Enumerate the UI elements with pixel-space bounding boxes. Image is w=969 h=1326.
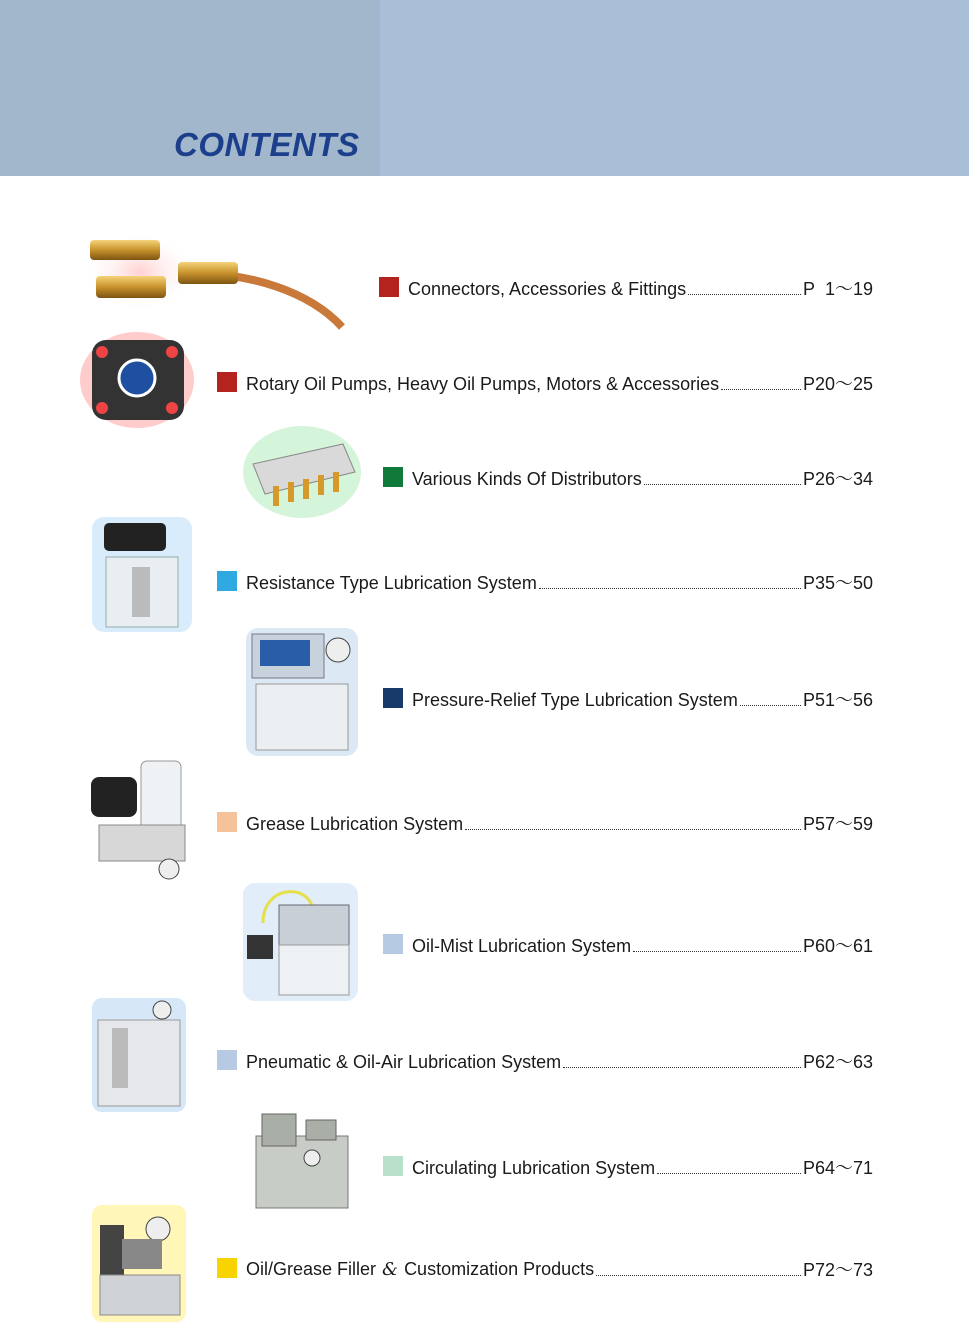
- dot-leader: [644, 484, 801, 485]
- dot-leader: [721, 389, 801, 390]
- entry-label: Resistance Type Lubrication System: [246, 573, 537, 593]
- entry-label: Pressure-Relief Type Lubrication System: [412, 690, 738, 710]
- color-marker: [217, 1258, 237, 1278]
- entry-label: Grease Lubrication System: [246, 814, 464, 834]
- color-marker: [217, 812, 237, 832]
- color-marker: [383, 934, 403, 954]
- filler-unit-image: [92, 1205, 186, 1322]
- color-marker: [383, 688, 403, 708]
- entry-pages: P35～50: [803, 573, 874, 593]
- entry-label-b: Customization Products: [404, 1259, 595, 1279]
- pneumatic-lubricator-image: [92, 998, 186, 1112]
- toc-entry-oil-mist[interactable]: [383, 933, 881, 957]
- color-marker: [217, 372, 237, 392]
- entry-label: Circulating Lubrication System: [412, 1158, 656, 1178]
- page-title: CONTENTS: [174, 126, 360, 163]
- pressure-relief-lubricator-image: [246, 628, 358, 756]
- dot-leader: [539, 588, 801, 589]
- entry-label: [246, 1258, 594, 1281]
- dot-leader: [563, 1067, 801, 1068]
- color-marker: [383, 1156, 403, 1176]
- dot-leader: [596, 1275, 801, 1276]
- dot-leader: [465, 829, 801, 830]
- toc-entry-pneumatic[interactable]: [217, 1049, 881, 1073]
- entry-pages: P26～34: [803, 469, 874, 489]
- toc-entry-pressure-relief[interactable]: [383, 687, 881, 711]
- entry-pages: P57～59: [803, 814, 874, 834]
- entry-pages: P60～61: [803, 936, 874, 956]
- distributor-block-image: [243, 424, 361, 520]
- entry-pages: P62～63: [803, 1052, 874, 1072]
- dot-leader: [688, 294, 801, 295]
- ampersand: &: [382, 1259, 399, 1280]
- toc-entry-connectors[interactable]: [379, 276, 881, 300]
- circulating-unit-image: [248, 1112, 354, 1214]
- entry-label: Pneumatic & Oil-Air Lubrication System: [246, 1052, 562, 1072]
- toc-entry-circulating[interactable]: [383, 1155, 881, 1179]
- header-banner-right: [380, 0, 969, 176]
- dot-leader: [657, 1173, 801, 1174]
- toc-entry-filler[interactable]: [217, 1257, 881, 1281]
- entry-label-a: Oil/Grease Filler: [246, 1259, 377, 1279]
- entry-pages: P72～73: [803, 1260, 874, 1280]
- resistance-lubricator-image: [92, 517, 192, 632]
- rotary-pump-image: [80, 330, 195, 430]
- dot-leader: [740, 705, 801, 706]
- entry-label: Connectors, Accessories & Fittings: [408, 279, 687, 299]
- entry-pages: P64～71: [803, 1158, 874, 1178]
- oil-mist-unit-image: [243, 883, 358, 1001]
- color-marker: [217, 571, 237, 591]
- entry-pages: P 1～19: [803, 279, 874, 299]
- entry-label: Various Kinds Of Distributors: [412, 469, 642, 489]
- grease-pump-image: [83, 755, 191, 881]
- brass-connector-image: [80, 232, 345, 332]
- entry-pages: P20～25: [803, 374, 874, 394]
- color-marker: [217, 1050, 237, 1070]
- toc-entry-rotary-pumps[interactable]: [217, 371, 881, 395]
- color-marker: [379, 277, 399, 297]
- dot-leader: [633, 951, 801, 952]
- color-marker: [383, 467, 403, 487]
- entry-label: Oil-Mist Lubrication System: [412, 936, 632, 956]
- toc-entry-resistance[interactable]: [217, 570, 881, 594]
- toc-entry-distributors[interactable]: [383, 466, 881, 490]
- entry-label: Rotary Oil Pumps, Heavy Oil Pumps, Motors & Accessories: [246, 374, 720, 394]
- toc-entry-grease[interactable]: [217, 811, 881, 835]
- entry-pages: P51～56: [803, 690, 874, 710]
